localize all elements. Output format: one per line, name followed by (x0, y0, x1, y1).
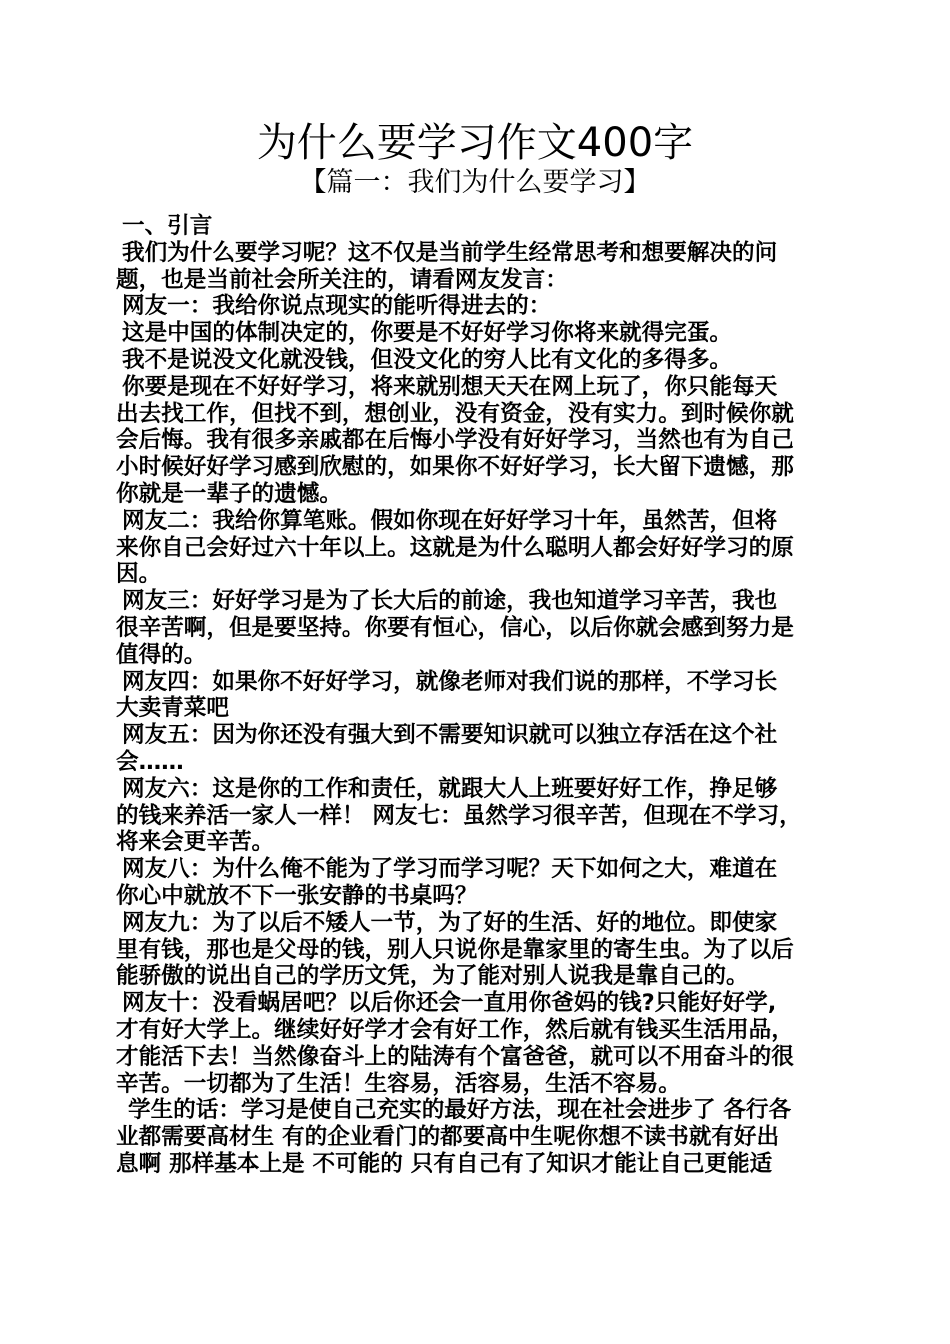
body-line: 里有钱，那也是父母的钱，别人只说你是靠家里的寄生虫。为了以后 (116, 936, 794, 963)
body-line: 网友三：好好学习是为了长大后的前途，我也知道学习辛苦，我也 (122, 588, 778, 615)
body-line: 网友八：为什么俺不能为了学习而学习呢？天下如何之大，难道在 (122, 856, 778, 883)
body-line: 题，也是当前社会所关注的，请看网友发言： (116, 266, 568, 293)
body-line: 辛苦。一切都为了生活！生容易，活容易，生活不容易。 (116, 1070, 681, 1097)
body-line: 的钱来养活一家人一样！ 网友七：虽然学习很辛苦，但现在不学习， (116, 802, 802, 829)
body-line: 小时候好好学习感到欣慰的，如果你不好好学习，长大留下遗憾，那 (116, 454, 794, 481)
body-line: 网友六：这是你的工作和责任，就跟大人上班要好好工作，挣足够 (122, 775, 778, 802)
body-line: 我们为什么要学习呢？这不仅是当前学生经常思考和想要解决的问 (122, 239, 778, 266)
body-line: 才有好大学上。继续好好学才会有好工作，然后就有钱买生活用品， (116, 1016, 794, 1043)
body-line: 值得的。 (116, 641, 207, 668)
body-line: 网友九：为了以后不矮人一节，为了好的生活、好的地位。即使家 (122, 909, 778, 936)
body-line: 息啊 那样基本上是 不可能的 只有自己有了知识才能让自己更能适 (116, 1150, 773, 1177)
body-line: 这是中国的体制决定的，你要是不好好学习你将来就得完蛋。 (122, 320, 733, 347)
body-line: 网友五：因为你还没有强大到不需要知识就可以独立存活在这个社 (122, 722, 778, 749)
body-line: 会后悔。我有很多亲戚都在后悔小学没有好好学习，当然也有为自己 (116, 427, 794, 454)
body-line: 网友一：我给你说点现实的能听得进去的： (122, 293, 552, 320)
body-line: 出去找工作，但找不到，想创业，没有资金，没有实力。到时候你就 (116, 400, 794, 427)
body-line: 网友十：没看蜗居吧？以后你还会一直用你爸妈的钱?只能好好学, (122, 990, 777, 1017)
body-line: 业都需要高材生 有的企业看门的都要高中生呢你想不读书就有好出 (116, 1124, 780, 1151)
body-line: 来你自己会好过六十年以上。这就是为什么聪明人都会好好学习的原 (116, 534, 794, 561)
body-line: 才能活下去！当然像奋斗上的陆涛有个富爸爸，就可以不用奋斗的很 (116, 1043, 794, 1070)
body-line: 能骄傲的说出自己的学历文凭，为了能对别人说我是靠自己的。 (116, 963, 749, 990)
body-line: 你要是现在不好好学习，将来就别想天天在网上玩了，你只能每天 (122, 373, 778, 400)
document-subtitle: 【篇一：我们为什么要学习】 (299, 167, 651, 198)
body-line: 将来会更辛苦。 (116, 829, 275, 856)
body-line: 很辛苦啊，但是要坚持。你要有恒心，信心，以后你就会感到努力是 (116, 614, 794, 641)
body-line: 网友四：如果你不好好学习，就像老师对我们说的那样，不学习长 (122, 668, 778, 695)
body-line: 我不是说没文化就没钱，但没文化的穷人比有文化的多得多。 (122, 346, 733, 373)
body-line: 你心中就放不下一张安静的书桌吗？ (116, 882, 478, 909)
body-line: 网友二：我给你算笔账。假如你现在好好学习十年，虽然苦，但将 (122, 507, 778, 534)
body-line: 一、引言 (122, 213, 213, 239)
document-title: 为什么要学习作文400字 (256, 120, 694, 166)
body-line: 学生的话：学习是使自己充实的最好方法，现在社会进步了 各行各 (128, 1097, 792, 1124)
document-body (116, 213, 838, 1178)
body-line: 你就是一辈子的遗憾。 (116, 480, 342, 507)
body-line: 大卖青菜吧 (116, 695, 229, 722)
body-line: 会…… (116, 748, 184, 775)
body-line: 因。 (116, 561, 162, 588)
